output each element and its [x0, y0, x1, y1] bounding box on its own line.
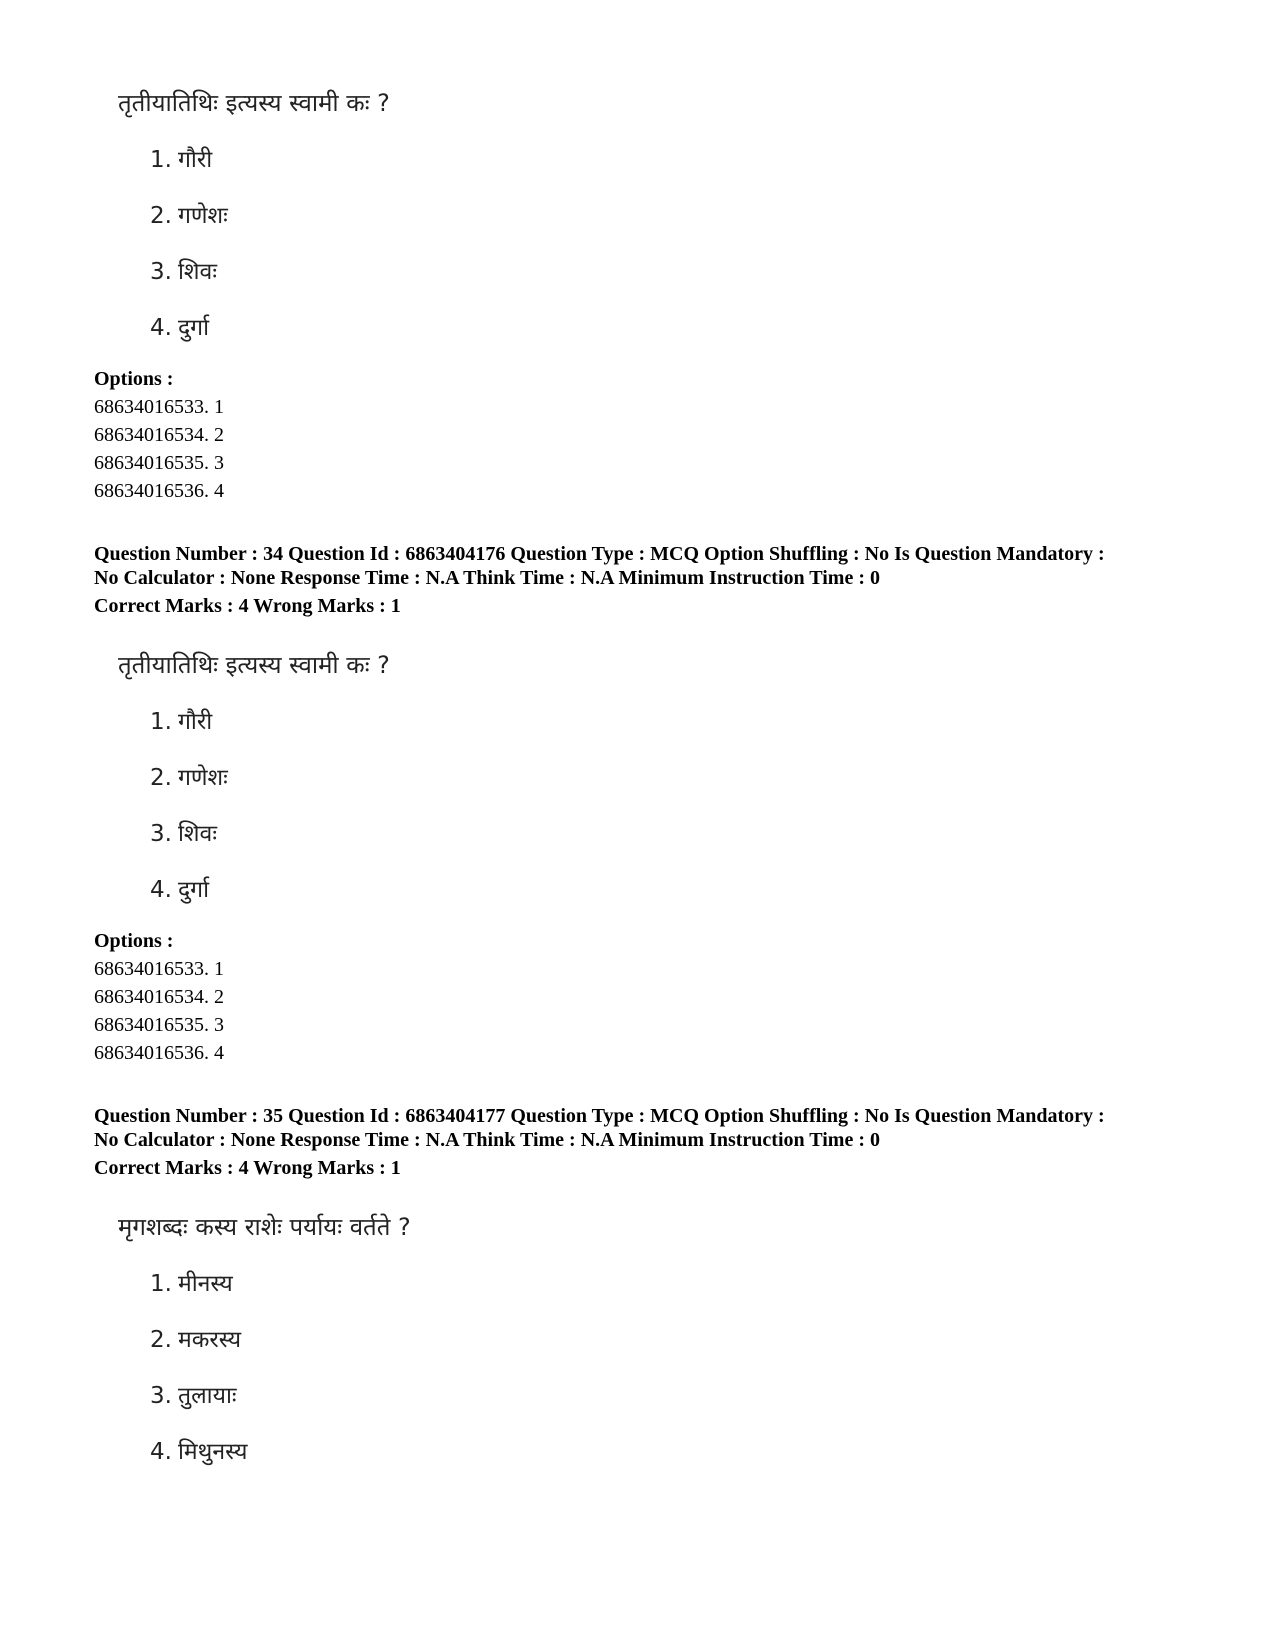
marks-line: Correct Marks : 4 Wrong Marks : 1	[94, 1157, 401, 1179]
choice-4	[150, 1434, 247, 1466]
choice-text: गौरी	[177, 709, 213, 735]
choice-number: 2.	[150, 765, 172, 791]
question-meta	[94, 1104, 1204, 1152]
choice-number: 1.	[150, 147, 172, 173]
question-text: तृतीयातिथिः इत्यस्य स्वामी कः ?	[118, 651, 390, 679]
choice-number: 3.	[150, 259, 172, 285]
choice-text: गौरी	[177, 147, 213, 173]
choice-number: 1.	[150, 709, 172, 735]
choice-4	[150, 872, 209, 904]
choice-number: 2.	[150, 1327, 172, 1353]
question-text: तृतीयातिथिः इत्यस्य स्वामी कः ?	[118, 89, 390, 117]
question-meta	[94, 542, 1204, 590]
options-label: Options :	[94, 368, 174, 390]
choice-3	[150, 1378, 237, 1410]
choice-number: 4.	[150, 1439, 172, 1465]
choice-2	[150, 760, 228, 792]
choice-3	[150, 254, 217, 286]
choice-4	[150, 310, 209, 342]
choice-text: गणेशः	[177, 765, 228, 791]
choice-1	[150, 1266, 233, 1298]
options-label: Options :	[94, 930, 174, 952]
question-text: मृगशब्दः कस्य राशेः पर्यायः वर्तते ?	[118, 1213, 411, 1241]
choice-1	[150, 142, 212, 174]
marks-line: Correct Marks : 4 Wrong Marks : 1	[94, 595, 401, 617]
option-id: 68634016536. 4	[94, 480, 224, 502]
meta-line: No Calculator : None Response Time : N.A Think Time : N.A Minimum Instruction Time : 0	[94, 1129, 880, 1151]
choice-text: मीनस्य	[177, 1271, 233, 1297]
choice-number: 4.	[150, 315, 172, 341]
meta-line: No Calculator : None Response Time : N.A Think Time : N.A Minimum Instruction Time : 0	[94, 567, 880, 589]
choice-number: 3.	[150, 821, 172, 847]
choice-text: मकरस्य	[177, 1327, 242, 1353]
choice-text: शिवः	[177, 821, 217, 847]
choice-3	[150, 816, 217, 848]
choice-2	[150, 1322, 241, 1354]
option-id: 68634016533. 1	[94, 958, 224, 980]
choice-text: दुर्गा	[177, 315, 210, 341]
choice-text: शिवः	[177, 259, 217, 285]
meta-line: Question Number : 34 Question Id : 6863404176 Question Type : MCQ Option Shuffling : No Is Question Mandatory :	[94, 543, 1105, 565]
option-id: 68634016535. 3	[94, 452, 224, 474]
choice-1	[150, 704, 212, 736]
choice-2	[150, 198, 228, 230]
meta-line: Question Number : 35 Question Id : 6863404177 Question Type : MCQ Option Shuffling : No Is Question Mandatory :	[94, 1105, 1105, 1127]
option-id: 68634016535. 3	[94, 1014, 224, 1036]
choice-text: तुलायाः	[177, 1383, 237, 1409]
choice-number: 3.	[150, 1383, 172, 1409]
choice-text: गणेशः	[177, 203, 228, 229]
choice-number: 4.	[150, 877, 172, 903]
choice-number: 1.	[150, 1271, 172, 1297]
option-id: 68634016534. 2	[94, 986, 224, 1008]
option-id: 68634016534. 2	[94, 424, 224, 446]
choice-text: मिथुनस्य	[177, 1439, 248, 1465]
option-id: 68634016533. 1	[94, 396, 224, 418]
choice-number: 2.	[150, 203, 172, 229]
option-id: 68634016536. 4	[94, 1042, 224, 1064]
choice-text: दुर्गा	[177, 877, 210, 903]
